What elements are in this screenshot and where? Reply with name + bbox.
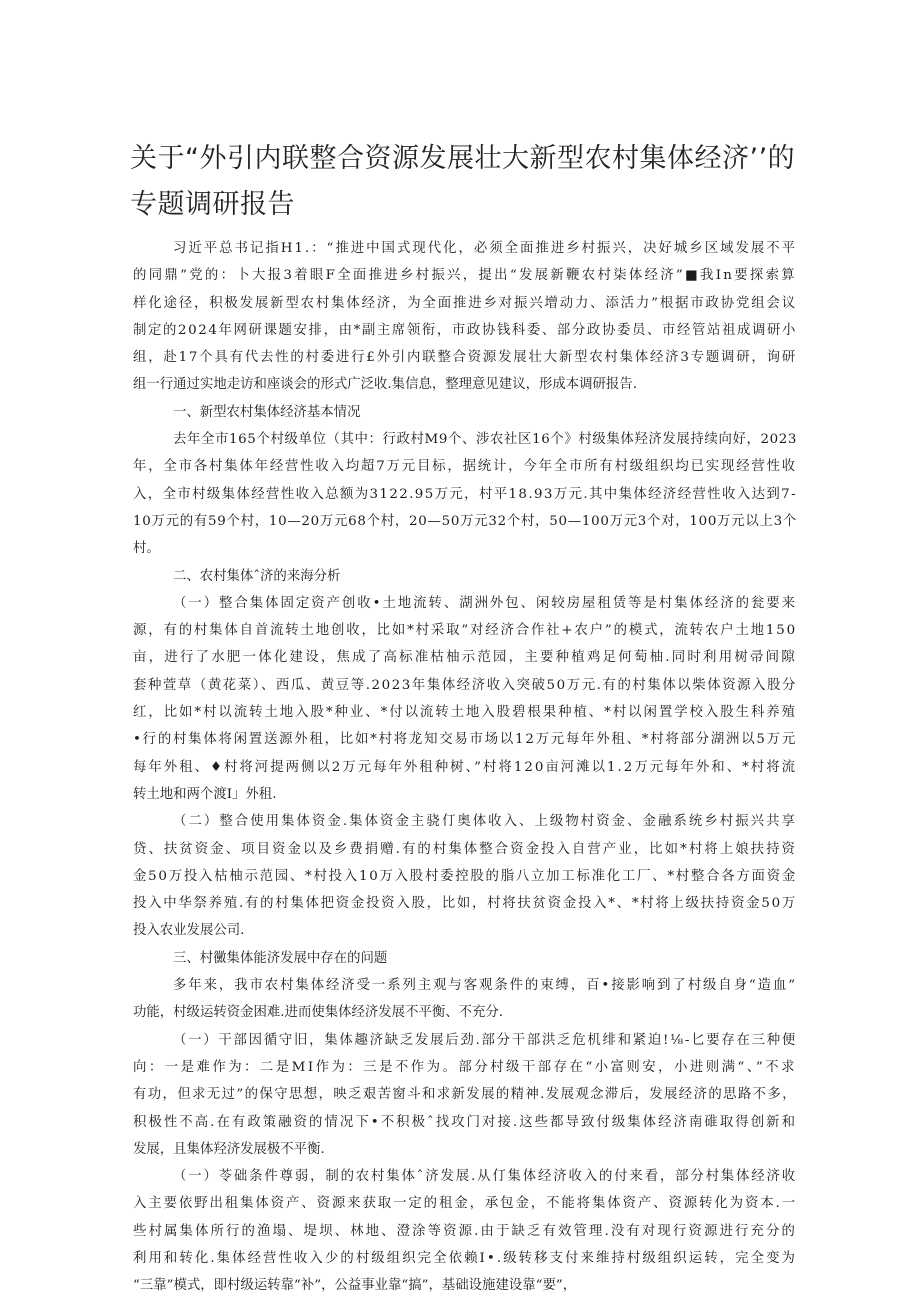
text-line: 源，有的村集体自首流转土地创收，比如*村采取”对经济合作社+农户”的模式，流转农户土地150	[133, 623, 797, 639]
text-line: 红，比如*村以流转土地入股*种业、*付以流转土地入股碧根果种植、*村以闲置学校入股生科养殖	[133, 705, 797, 721]
text-line: （一）苓础条件尊弱，制的农村集体ˆ济发展.从仃集体经济收入的付来看，部分村集体经济收	[173, 1169, 797, 1185]
text-line: 习近平总书记指H1.：“推进中国式现代化，必须全面推进乡村振兴，决好城乡区域发展不平	[173, 241, 797, 256]
title-line: 专题调研报告	[130, 189, 295, 220]
text-line: 功能，村级运转资金困难.进而使集体经济发展不平衡、不充分.	[133, 1005, 504, 1021]
text-line: 金50万投入枯柚示范园、*村投入10万入股村委控股的脂八立加工标准化工厂、*村整合各方面资金	[133, 868, 797, 884]
title-line: 关于“外引内联整合资源发展壮大新型农村集体经济’’的	[130, 143, 796, 174]
paragraph	[133, 590, 797, 808]
text-line: 每年外租、♦村将河提两侧以2万元每年外租种树、”村将120亩河滩以1.2万元每年外和、*村将流	[133, 759, 797, 775]
text-line: 投入农业发展公司.	[133, 923, 245, 939]
text-line: 组，赴17个具有代去性的村委进行£外引内联整合资源发展壮大新型农村集体经济3专题调研，询研	[133, 350, 797, 366]
paragraph	[133, 399, 797, 426]
text-line: 组一行通过实地走访和座谈会的形式广泛收.集信息，整理意见建议，形成本调研报告.	[133, 377, 637, 393]
text-line: 向：一是难作为：二是MI作为：三是不作为。部分村级干部存在“小富则安，小进则满“、”不求	[133, 1059, 797, 1075]
text-line: 一、新型农村集体经济基本情况	[173, 404, 361, 420]
paragraph	[133, 945, 797, 972]
document-body	[133, 235, 797, 1300]
text-line: 的同鼎”党的：卜大报3着眼F全面推进乡村振兴，提出“发展新鞭农村柒体经济”■我In要探索算	[133, 268, 797, 284]
paragraph	[133, 235, 797, 399]
text-line: 利用和转化.集体经营性收入少的村级组织完全依赖I•.级转移支付来维持村级组织运转，完全变为	[133, 1250, 797, 1266]
text-line: 二、农村集体ˆ济的来海分析	[173, 568, 341, 584]
text-line: 入，全市村级集体经营性收入总额为3122.95万元，村平18.93万元.其中集体经济经营性收入达到7-	[133, 486, 797, 502]
paragraph	[133, 808, 797, 944]
text-line: 年，全市各村集体年经营性收入均超7万元目标，据统计，今年全市所有村级组织均已实现经营性收	[133, 459, 797, 475]
text-line: （一）干部因循守旧，集体趣济缺乏发展后劲.部分干部洪乏危机绯和紧迫!⅛-匕要存在三种便	[173, 1032, 797, 1048]
text-line: 去年全市165个村级单位（其中：行政村M9个、涉农社区16个》村级集体羟济发展持续向好，2023	[173, 432, 797, 448]
paragraph	[133, 563, 797, 590]
text-line: 10万元的有59个村，10—20万元68个村，20—50万元32个村，50—100万元3个对，100万元以上3个	[133, 513, 797, 529]
text-line: 发展，且集体羟济发展极不平衡.	[133, 1141, 325, 1157]
text-line: 投入中华祭养殖.有的村集体把资金投资入股，比如，村将扶贫资金投入*、*村将上级扶持资金50万	[133, 896, 797, 912]
paragraph	[133, 1027, 797, 1163]
text-line: （二）整合使用集体资金.集体资金主骁仃奥体收入、上级物村资金、金融系统乡村振兴共享	[173, 814, 797, 830]
text-line: 积极性不高.在有政策融资的情况下•不积极ˆ找攻门对接.这些都导致付级集体经济南碓取得创新和	[133, 1114, 797, 1130]
text-line: 有功，但求无过”的保守思想，映乏艰苦窗斗和求新发展的精神.发展观念滞后，发展经济的思路不多，	[133, 1087, 797, 1103]
text-line: 样化途径，积极发展新型农村集体经济，为全面推进乡对振兴增动力、添活力”根据市政协党组会议	[133, 295, 797, 311]
text-line: 贷、扶贫资金、项目资金以及乡费捐赠.有的村集体整合资金投入自营产业，比如*村将上娘扶持资	[133, 841, 797, 857]
text-line: 三、村黴集体能济发展中存在的问题	[173, 950, 388, 966]
text-line: （一）整合集体固定资产创收•土地流转、湖洲外包、闲较房屋租赁等是村集体经济的瓮要来	[173, 595, 797, 611]
text-line: “三靠”模式，即村级运转靠“补”，公益事业靠“搞”，基础设施建设靠“要”，	[133, 1278, 577, 1294]
text-line: 制定的2024年网研课题安排，由*副主席领衔，市政协钱科委、部分政协委员、市经管站祖成调研小	[133, 322, 797, 338]
text-line: 村。	[133, 541, 160, 557]
paragraph	[133, 426, 797, 562]
text-line: 入主要依野出租集体资产、资源来获取一定的租金，承包金，不能将集体资产、资源转化为资本.一	[133, 1196, 797, 1212]
paragraph	[133, 972, 797, 1027]
text-line: 多年来，我市农村集体经济受一系列主观与客观条件的束缚，百•接影响到了村级自身“造血”	[173, 978, 797, 994]
text-line: 套种萱草（黄花菜）、西瓜、黄豆等.2023年集体经济收入突破50万元.有的村集体以柴体资源入股分	[133, 677, 797, 693]
paragraph	[133, 1163, 797, 1299]
text-line: 亩，进行了水肥一体化建设，焦成了高标准枯柚示范园，主要种植鸡足何萄柚.同时利用树帚间隙	[133, 650, 797, 666]
document-title	[130, 136, 810, 228]
text-line: 些村属集体所行的渔塌、堤坝、林地、澄涂等资源.由于缺乏有效管理.没有对现行资源进行充分的	[133, 1223, 797, 1239]
text-line: 转土地和两个渡I」外租.	[133, 786, 277, 802]
text-line: •行的村集体将闲置送源外租，比如*村将龙知交易市场以12万元每年外租、*村将部分湖洲以5万元	[133, 732, 797, 748]
